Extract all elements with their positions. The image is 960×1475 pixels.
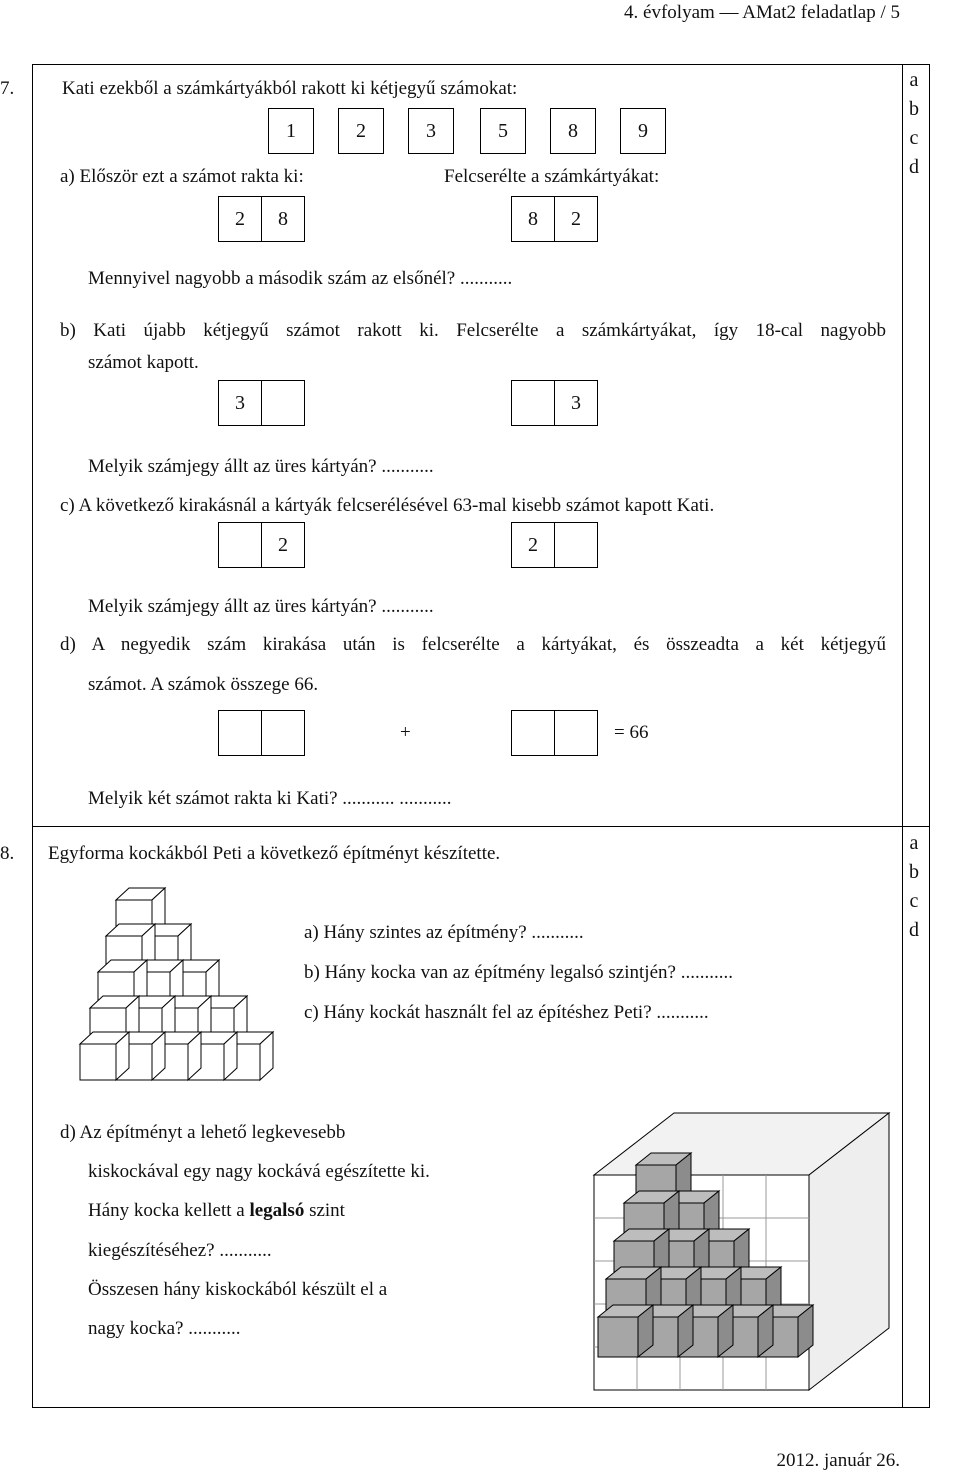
- task7d-question: Melyik két számot rakta ki Kati? ........... ...........: [88, 788, 452, 809]
- card-empty: [261, 380, 305, 426]
- task8d-line6: nagy kocka? ...........: [88, 1318, 241, 1339]
- task7-intro: Kati ezekből a számkártyákból rakott ki kétjegyű számokat:: [62, 78, 518, 99]
- task7c-text: c) A következő kirakásnál a kártyák felcserélésével 63-mal kisebb számot kapott Kati.: [60, 495, 715, 516]
- task7b-text-line2: számot kapott.: [88, 352, 199, 373]
- task8d-line3-post: szint: [304, 1200, 345, 1221]
- plus-sign: +: [400, 722, 411, 743]
- card-left-digit: 3: [218, 380, 262, 426]
- task8-number: 8.: [0, 843, 15, 864]
- task8c-question: c) Hány kockát használt fel az építéshez Peti? ...........: [304, 1002, 709, 1023]
- card-empty: [554, 522, 598, 568]
- task7c-question: Melyik számjegy állt az üres kártyán? ...........: [88, 596, 434, 617]
- task7b-text-line1: b) Kati újabb kétjegyű számot rakott ki. Felcserélte a számkártyákat, így 18-cal nagyobb: [60, 320, 886, 341]
- number-card: 1: [268, 108, 314, 154]
- number-card: 9: [620, 108, 666, 154]
- big-cube-drawing: [584, 1105, 904, 1395]
- equals-sum: = 66: [614, 722, 649, 743]
- cube: [80, 1032, 129, 1080]
- card-right-digit: 8: [261, 196, 305, 242]
- card-right-digit: 2: [554, 196, 598, 242]
- page-header: 4. évfolyam — AMat2 feladatlap / 5: [624, 2, 900, 23]
- task8d-line4: kiegészítéséhez? ...........: [88, 1240, 272, 1261]
- task7-number: 7.: [0, 78, 15, 99]
- card-right-digit: 3: [554, 380, 598, 426]
- task7d-text-line2: számot. A számok összege 66.: [88, 674, 319, 695]
- task8-intro: Egyforma kockákból Peti a következő építményt készítette.: [48, 843, 501, 864]
- task8d-line5: Összesen hány kiskockából készült el a: [88, 1279, 388, 1300]
- task7a-swap-label: Felcserélte a számkártyákat:: [444, 166, 660, 187]
- task8d-line3: [88, 1200, 345, 1222]
- card-right-digit: 2: [261, 522, 305, 568]
- card-empty: [554, 710, 598, 756]
- small-cube-front: [598, 1317, 638, 1357]
- task8d-line3-pre: Hány kocka kellett a: [88, 1200, 250, 1221]
- card-empty: [218, 522, 262, 568]
- card-empty: [511, 380, 555, 426]
- task-divider: [32, 826, 930, 827]
- task7d-text-line1: d) A negyedik szám kirakása után is felcserélte a kártyákat, és összeadta a két kétjegyű: [60, 634, 886, 655]
- task7a-label: a) Először ezt a számot rakta ki:: [60, 166, 304, 187]
- task8d-line2: kiskockával egy nagy kockává egészítette ki.: [88, 1161, 430, 1182]
- number-card: 3: [408, 108, 454, 154]
- card-left-digit: 2: [511, 522, 555, 568]
- card-empty: [261, 710, 305, 756]
- task8d-line1: d) Az építményt a lehető legkevesebb: [60, 1122, 346, 1143]
- task7a-question: Mennyivel nagyobb a második szám az elsőnél? ...........: [88, 268, 513, 289]
- cube-building-drawing: [70, 870, 310, 1090]
- card-empty: [218, 710, 262, 756]
- task7b-question: Melyik számjegy állt az üres kártyán? ...........: [88, 456, 434, 477]
- footer-date: 2012. január 26.: [776, 1450, 900, 1471]
- task7-side-letters: a b c d: [909, 69, 919, 178]
- task8-side-letters: a b c d: [909, 832, 919, 941]
- task8b-question: b) Hány kocka van az építmény legalsó szintjén? ...........: [304, 962, 733, 983]
- card-empty: [511, 710, 555, 756]
- card-left-digit: 8: [511, 196, 555, 242]
- number-card: 2: [338, 108, 384, 154]
- task8d-line3-bold: legalsó: [249, 1200, 305, 1221]
- number-card: 5: [480, 108, 526, 154]
- card-left-digit: 2: [218, 196, 262, 242]
- task8a-question: a) Hány szintes az építmény? ...........: [304, 922, 584, 943]
- number-card: 8: [550, 108, 596, 154]
